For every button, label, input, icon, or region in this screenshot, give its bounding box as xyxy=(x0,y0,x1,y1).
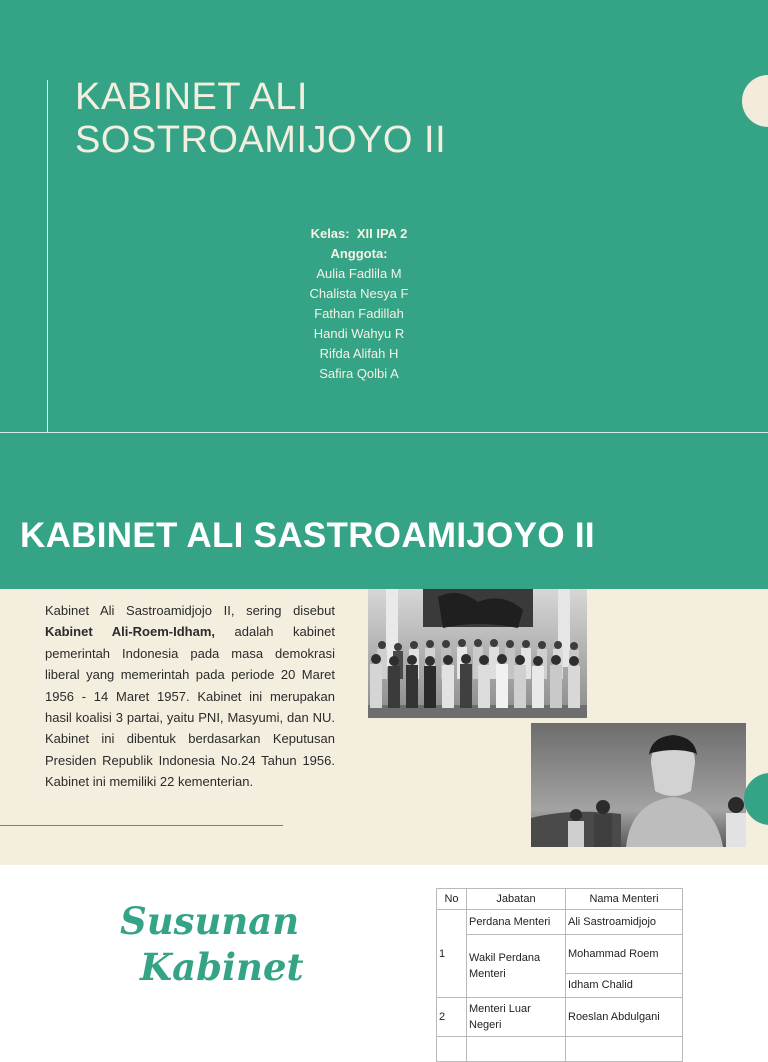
table-cell-nama: Ali Sastroamidjojo xyxy=(566,910,683,935)
minister-portrait-photo xyxy=(531,723,746,847)
member-name: Aulia Fadlila M xyxy=(316,266,402,281)
table-cell-nama: Roeslan Abdulgani xyxy=(566,998,683,1037)
table-cell-jabatan xyxy=(467,1037,566,1062)
description-panel xyxy=(0,589,768,865)
col-header-nama: Nama Menteri xyxy=(566,889,683,910)
kelas-value: XII IPA 2 xyxy=(356,226,408,241)
member-name: Safira Qolbi A xyxy=(319,366,399,381)
decorative-circle xyxy=(744,773,768,825)
table-row xyxy=(437,1037,683,1062)
underline-accent xyxy=(0,825,283,826)
description-paragraph xyxy=(45,600,335,793)
table-row xyxy=(437,935,683,974)
member-name: Handi Wahyu R xyxy=(313,326,405,341)
col-header-no: No xyxy=(437,889,467,910)
member-name: Rifda Alifah H xyxy=(319,346,399,361)
table-cell-nama: Mohammad Roem xyxy=(566,935,683,974)
section-header-band xyxy=(0,433,768,589)
kelas-line xyxy=(280,224,438,244)
table-cell-jabatan: Menteri Luar Negeri xyxy=(467,998,566,1037)
cabinet-structure-slide xyxy=(0,865,768,1031)
title-line-1: KABINET ALI xyxy=(75,76,308,118)
table-cell-no: 1 xyxy=(437,910,467,998)
title-line-2: SOSTROAMIJOYO II xyxy=(75,119,447,161)
table-row xyxy=(437,910,683,935)
para-intro: Kabinet Ali Sastroamidjojo II, sering disebut xyxy=(45,603,335,618)
slide-title xyxy=(75,76,446,162)
susunan-title-line1: Susunan xyxy=(120,899,300,943)
title-slide xyxy=(0,0,768,433)
table-cell-nama xyxy=(566,1037,683,1062)
member-name: Chalista Nesya F xyxy=(309,286,409,301)
table-cell-nama: Idham Chalid xyxy=(566,973,683,997)
table-cell-no xyxy=(437,1037,467,1062)
cabinet-group-photo xyxy=(368,589,587,718)
section-heading: KABINET ALI SASTROAMIJOYO II xyxy=(20,516,595,555)
group-info xyxy=(280,224,438,384)
cabinet-table xyxy=(436,888,683,1062)
kelas-label: Kelas: xyxy=(310,226,350,241)
member-name: Fathan Fadillah xyxy=(314,306,404,321)
decorative-circle xyxy=(742,75,768,127)
table-header-row xyxy=(437,889,683,910)
anggota-label: Anggota: xyxy=(330,246,388,261)
vertical-divider xyxy=(47,80,48,432)
para-rest: adalah kabinet pemerintah Indonesia pada masa demokrasi liberal yang memerintah pada periode 20 Maret 1956 - 14 Maret 1957. Kabinet ini merupakan hasil koalisi 3 partai, yaitu PNI, Masyumi, dan NU. Kabinet ini dibentuk berdasarkan Keputusan Presiden Republik Indonesia No.24 Tahun 1956. Kabinet ini memiliki 22 kementerian. xyxy=(45,624,335,790)
para-bold: Kabinet Ali-Roem-Idham, xyxy=(45,624,215,640)
table-cell-jabatan: Wakil Perdana Menteri xyxy=(467,935,566,998)
table-cell-jabatan: Perdana Menteri xyxy=(467,910,566,935)
col-header-jabatan: Jabatan xyxy=(467,889,566,910)
table-cell-no: 2 xyxy=(437,998,467,1037)
table-row xyxy=(437,998,683,1037)
susunan-title-line2: Kabinet xyxy=(140,945,304,989)
